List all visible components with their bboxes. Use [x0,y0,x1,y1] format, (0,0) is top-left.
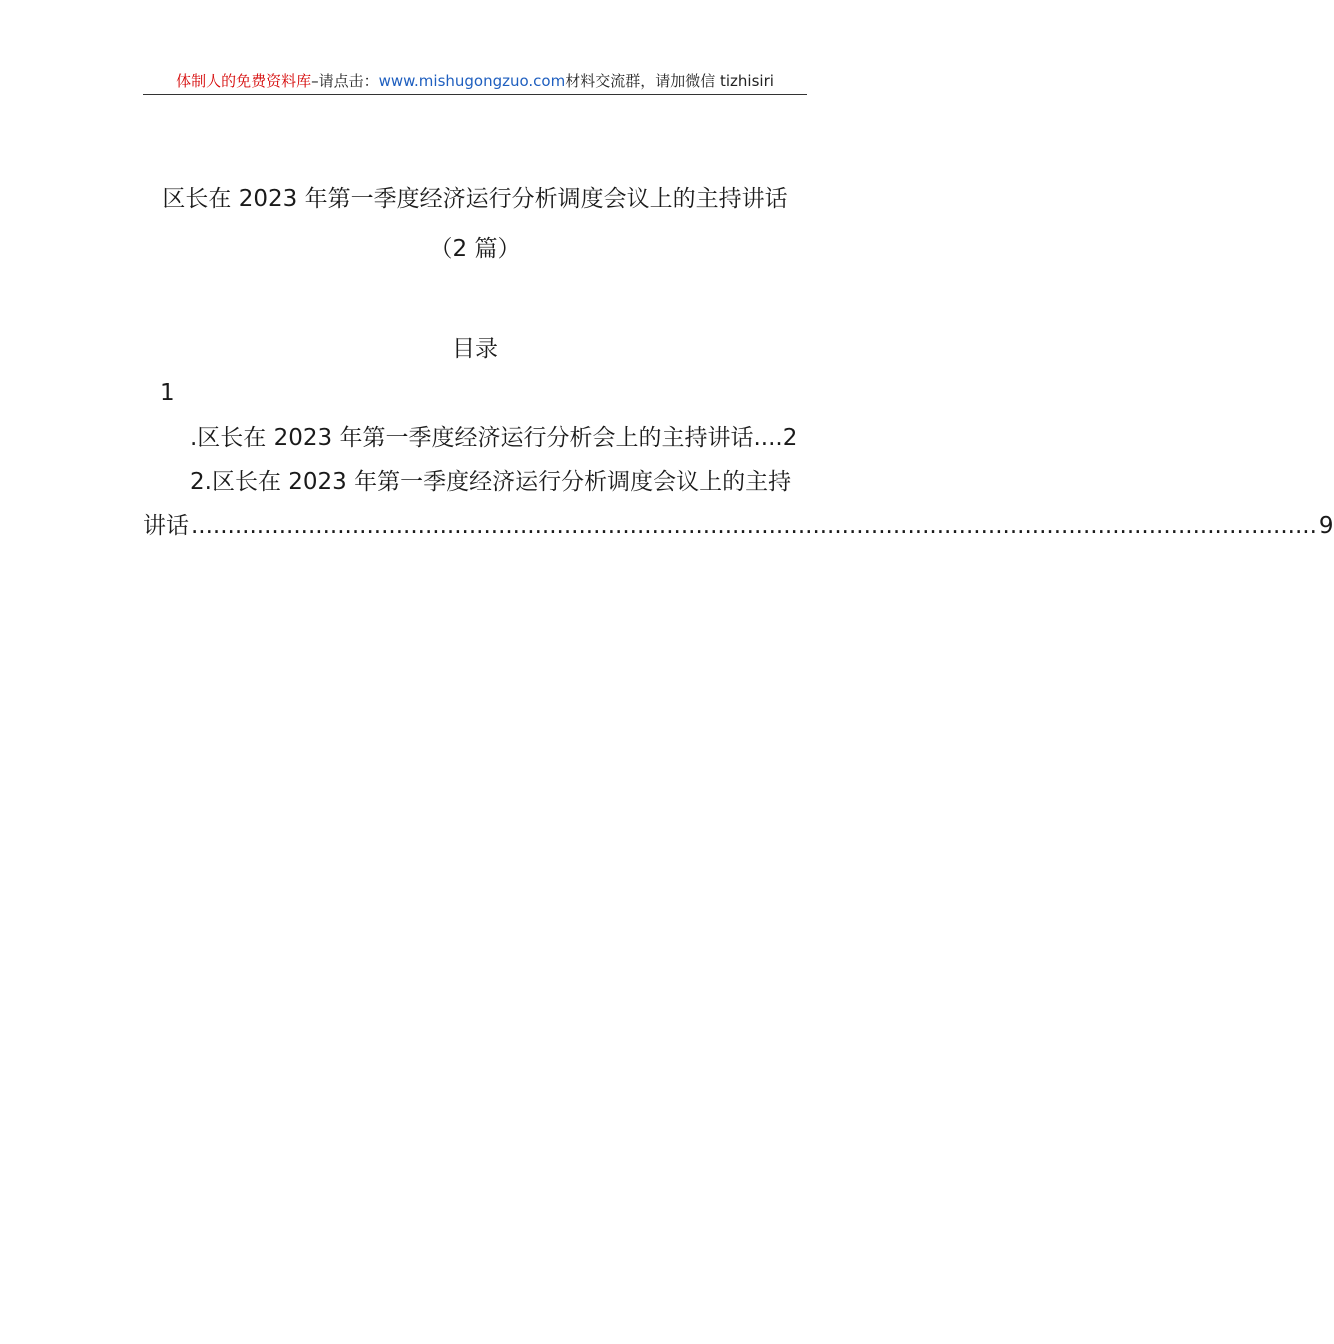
toc-item-2-continuation[interactable] [143,511,1334,541]
header-prompt: –请点击： [311,72,379,90]
toc-item-1-number: 1 [160,380,175,406]
toc-item-2-page: 9 [1318,513,1334,539]
header-contact: 材料交流群，请加微信 tizhisiri [565,72,774,90]
toc-item-2-text: 讲话 [143,513,189,539]
header-link[interactable]: www.mishugongzuo.com [378,72,566,90]
header-brand: 体制人的免费资料库 [176,72,312,90]
toc-item-1[interactable]: .区长在 2023 年第一季度经济运行分析会上的主持讲话....2 [190,425,798,451]
toc-heading: 目录 [452,336,498,362]
toc-item-2[interactable]: 2.区长在 2023 年第一季度经济运行分析调度会议上的主持 [190,469,792,495]
document-subtitle: （2 篇） [429,236,521,262]
toc-leader-dots: .......................................................................................................................................................... [191,513,1317,539]
document-title: 区长在 2023 年第一季度经济运行分析调度会议上的主持讲话 [162,186,788,212]
page-header [143,70,807,95]
